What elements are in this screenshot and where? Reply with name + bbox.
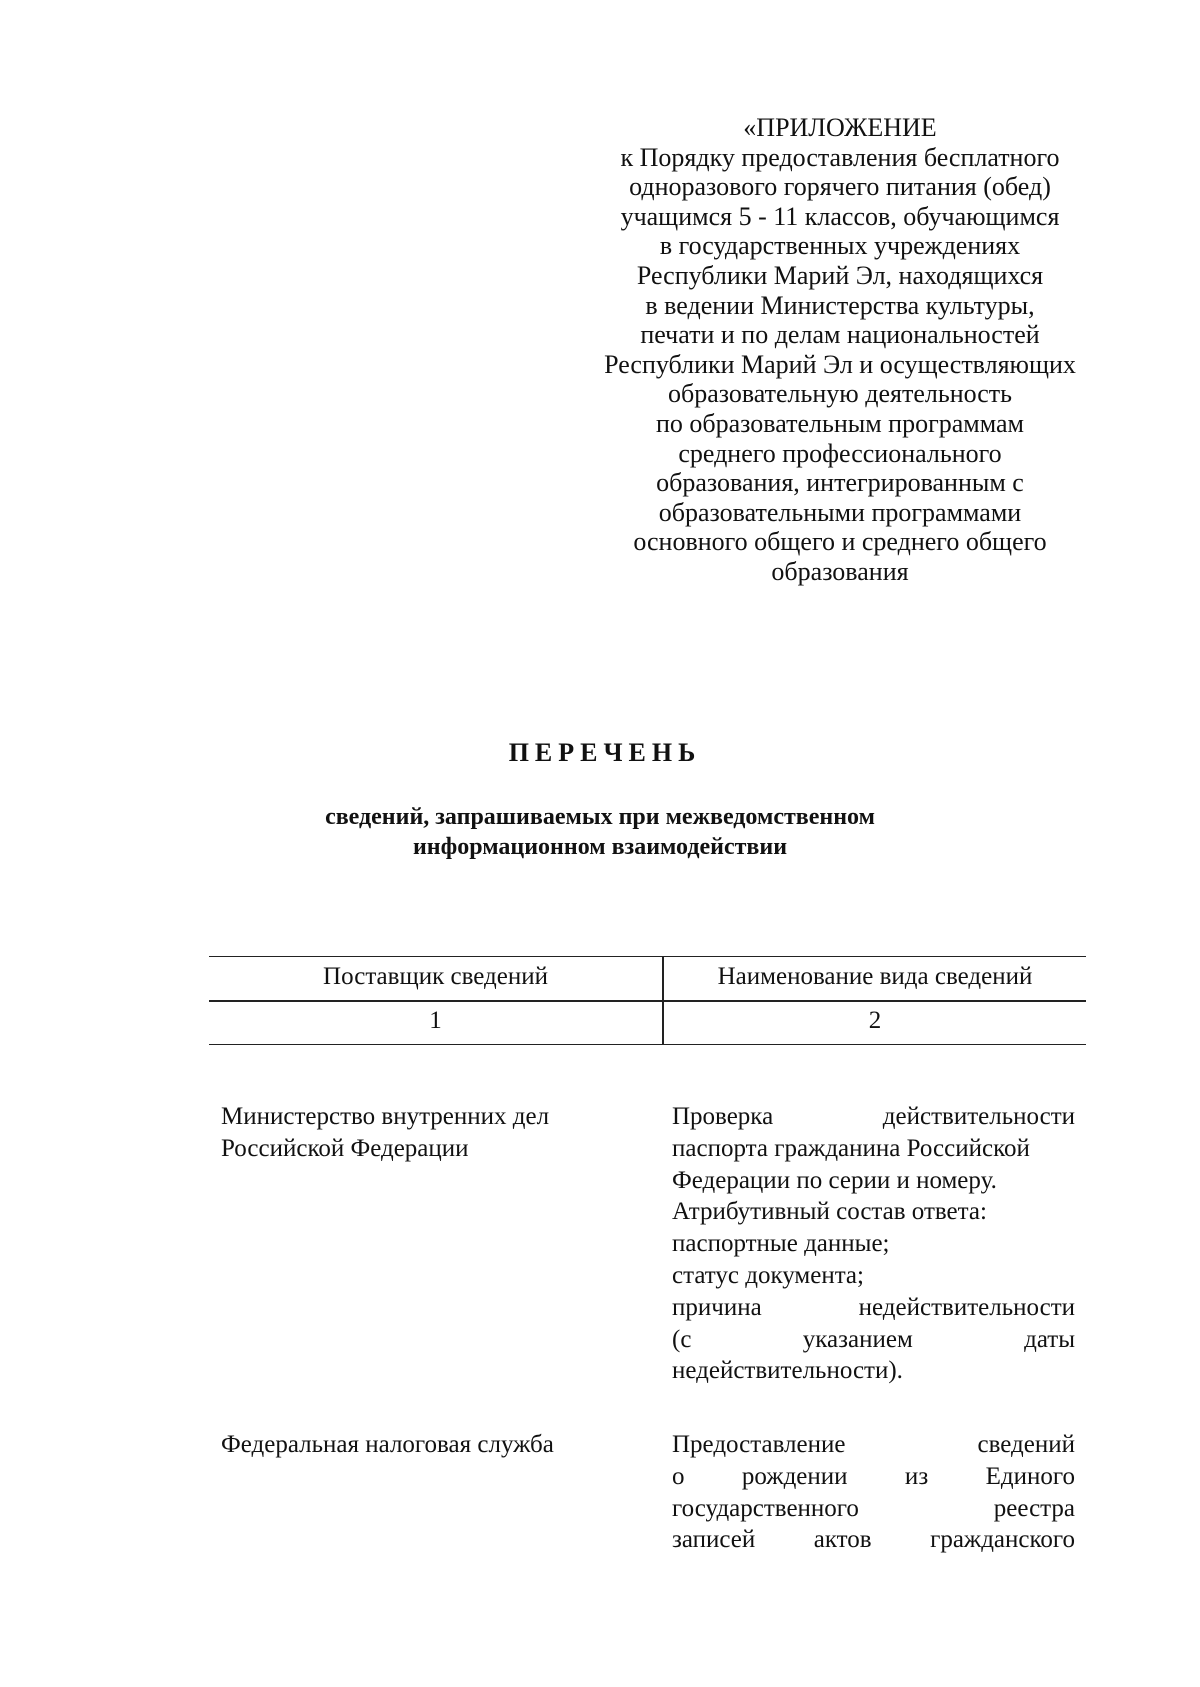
info-line: Проверка действительности [672,1103,1075,1130]
info-line: статус документа; [672,1261,864,1289]
appendix-line: к Порядку предоставления бесплатного [620,142,1060,172]
info-line: Предоставление сведений [672,1431,1075,1458]
appendix-line: учащимся 5 - 11 классов, обучающимся [620,201,1060,231]
subtitle-line: информационном взаимодействии [412,834,788,860]
appendix-line: по образовательным программам [655,408,1024,438]
info-line: (с указанием даты [672,1325,1075,1353]
appendix-line: в государственных учреждениях [659,231,1021,261]
appendix-line: в ведении Министерства культуры, [645,290,1035,320]
appendix-line: Республики Марий Эл, находящихся [636,260,1044,290]
info-line: Атрибутивный состав ответа: [672,1198,987,1226]
supplier-line: Федеральная налоговая служба [221,1431,554,1458]
info-line: недействительности). [672,1357,903,1385]
header-supplier: Поставщик сведений [323,963,548,990]
document-subtitle [300,802,900,862]
info-line: паспортные данные; [672,1230,890,1258]
appendix-line: образовательную деятельность [667,379,1013,409]
appendix-line: печати и по делам национальностей [640,320,1040,350]
info-cell [672,1101,1075,1387]
document-title: ПЕРЕЧЕНЬ [508,738,702,767]
subtitle-line: сведений, запрашиваемых при межведомственном [325,804,875,830]
header-info-type: Наименование вида сведений [717,963,1033,990]
appendix-line: основного общего и среднего общего [633,527,1047,557]
column-number-2: 2 [868,1007,882,1034]
appendix-header [580,113,1100,587]
header-divider [209,1000,1086,1002]
supplier-cell [221,1429,621,1461]
info-line: паспорта гражданина Российской [672,1134,1030,1162]
info-line: причина недействительности [672,1293,1075,1321]
info-line: записей актов гражданского [672,1526,1075,1554]
info-line: о рождении из Единого [672,1462,1075,1490]
appendix-line: образования, интегрированным с [656,468,1024,498]
supplier-line: Министерство внутренних дел [221,1103,550,1130]
info-cell [672,1429,1075,1556]
appendix-line: Республики Марий Эл и осуществляющих [604,349,1076,379]
appendix-line: одноразового горячего питания (обед) [629,172,1051,202]
info-line: Федерации по серии и номеру. [672,1166,997,1194]
appendix-line: образовательными программами [658,497,1022,527]
table-header [209,956,1086,1045]
appendix-line: образования [771,556,909,586]
appendix-line: среднего профессионального [678,438,1002,468]
supplier-cell [221,1101,621,1165]
column-number-1: 1 [429,1007,442,1034]
supplier-line: Российской Федерации [221,1134,469,1162]
appendix-line: «ПРИЛОЖЕНИЕ [743,113,937,142]
info-line: государственного реестра [672,1494,1075,1522]
